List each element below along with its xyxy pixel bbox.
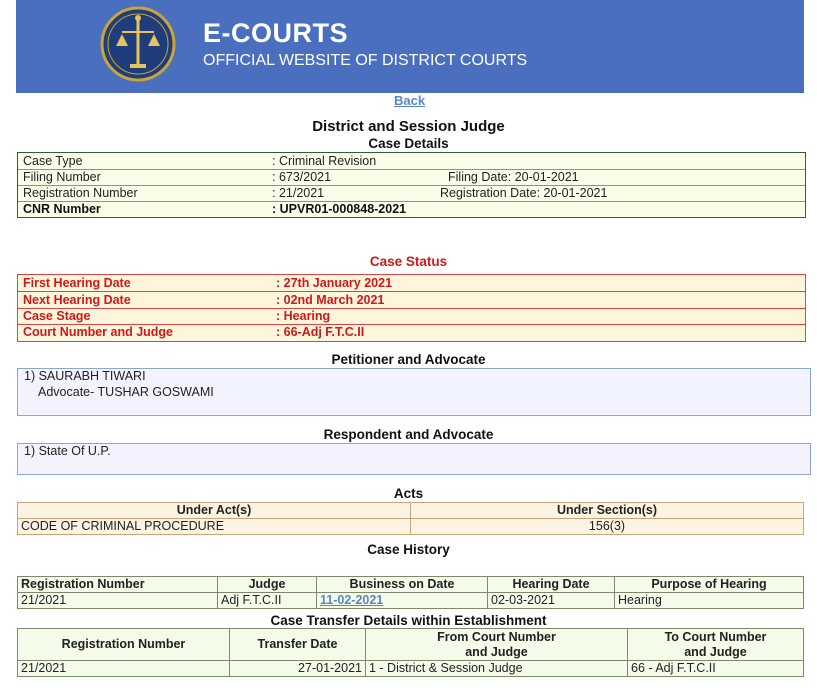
respondent-heading: Respondent and Advocate <box>323 427 494 442</box>
first-hearing-value: : 27th January 2021 <box>276 276 393 290</box>
case-status-panel <box>17 274 806 342</box>
filing-number-value: : 673/2021 <box>272 170 332 184</box>
transfer-to-cell: 66 - Adj F.T.C.II <box>628 661 804 677</box>
petitioner-heading: Petitioner and Advocate <box>331 352 486 367</box>
case-stage-label: Case Stage <box>23 309 91 323</box>
site-subtitle: OFFICIAL WEBSITE OF DISTRICT COURTS <box>203 52 528 69</box>
transfer-from-cell: 1 - District & Session Judge <box>366 661 628 677</box>
transfer-col-date: Transfer Date <box>230 629 366 661</box>
transfer-col-from-line1: From Court Number <box>437 629 556 644</box>
case-status-heading: Case Status <box>369 254 448 269</box>
transfer-col-to-line1: To Court Number <box>664 629 767 644</box>
back-link[interactable]: Back <box>394 93 426 108</box>
case-history-heading: Case History <box>367 542 450 557</box>
acts-table <box>17 502 804 535</box>
site-title: E-COURTS <box>203 18 348 48</box>
filing-number-label: Filing Number <box>23 170 101 184</box>
registration-date: Registration Date: 20-01-2021 <box>440 186 608 200</box>
court-name: District and Session Judge <box>312 118 505 135</box>
table-row <box>18 519 804 535</box>
transfer-reg-cell: 21/2021 <box>18 661 230 677</box>
transfer-col-to-line2: and Judge <box>684 644 747 659</box>
transfer-col-from <box>366 629 628 661</box>
petitioner-advocate: Advocate- TUSHAR GOSWAMI <box>38 385 214 399</box>
transfer-table <box>17 628 804 677</box>
transfer-col-to <box>628 629 804 661</box>
case-type-value: : Criminal Revision <box>272 154 377 168</box>
petitioner-name: 1) SAURABH TIWARI <box>24 369 146 383</box>
scales-of-justice-emblem-icon <box>100 4 176 84</box>
case-type-label: Case Type <box>23 154 83 168</box>
history-purpose-cell: Hearing <box>615 593 804 609</box>
acts-heading: Acts <box>393 486 424 501</box>
next-hearing-value: : 02nd March 2021 <box>276 293 385 307</box>
petitioner-panel <box>17 368 811 416</box>
acts-act-cell: CODE OF CRIMINAL PROCEDURE <box>18 519 411 535</box>
acts-col-act: Under Act(s) <box>18 503 411 519</box>
acts-col-section: Under Section(s) <box>411 503 804 519</box>
table-row <box>18 593 804 609</box>
site-header <box>16 0 804 93</box>
cnr-value: : UPVR01-000848-2021 <box>272 202 407 216</box>
transfer-col-reg: Registration Number <box>18 629 230 661</box>
business-date-link[interactable]: 11-02-2021 <box>320 593 384 607</box>
filing-date: Filing Date: 20-01-2021 <box>448 170 579 184</box>
history-judge-cell: Adj F.T.C.II <box>218 593 317 609</box>
transfer-heading: Case Transfer Details within Establishment <box>270 613 547 628</box>
next-hearing-label: Next Hearing Date <box>23 293 131 307</box>
court-judge-label: Court Number and Judge <box>23 325 174 339</box>
case-history-table <box>17 576 804 609</box>
cnr-label: CNR Number <box>23 202 101 216</box>
respondent-name: 1) State Of U.P. <box>24 444 111 458</box>
table-row <box>18 661 804 677</box>
history-col-judge: Judge <box>218 577 317 593</box>
case-stage-value: : Hearing <box>276 309 331 323</box>
first-hearing-label: First Hearing Date <box>23 276 131 290</box>
case-details-heading: Case Details <box>368 136 449 151</box>
transfer-col-from-line2: and Judge <box>465 644 528 659</box>
history-reg-cell: 21/2021 <box>18 593 218 609</box>
history-col-reg: Registration Number <box>18 577 218 593</box>
history-hearing-cell: 02-03-2021 <box>488 593 615 609</box>
respondent-panel <box>17 443 811 475</box>
acts-section-cell: 156(3) <box>411 519 804 535</box>
registration-number-value: : 21/2021 <box>272 186 325 200</box>
case-details-panel <box>17 152 806 218</box>
history-col-purpose: Purpose of Hearing <box>615 577 804 593</box>
history-col-business: Business on Date <box>317 577 488 593</box>
history-col-hearing: Hearing Date <box>488 577 615 593</box>
registration-number-label: Registration Number <box>23 186 138 200</box>
history-business-cell <box>317 593 488 609</box>
transfer-date-cell: 27-01-2021 <box>230 661 366 677</box>
court-judge-value: : 66-Adj F.T.C.II <box>276 325 365 339</box>
